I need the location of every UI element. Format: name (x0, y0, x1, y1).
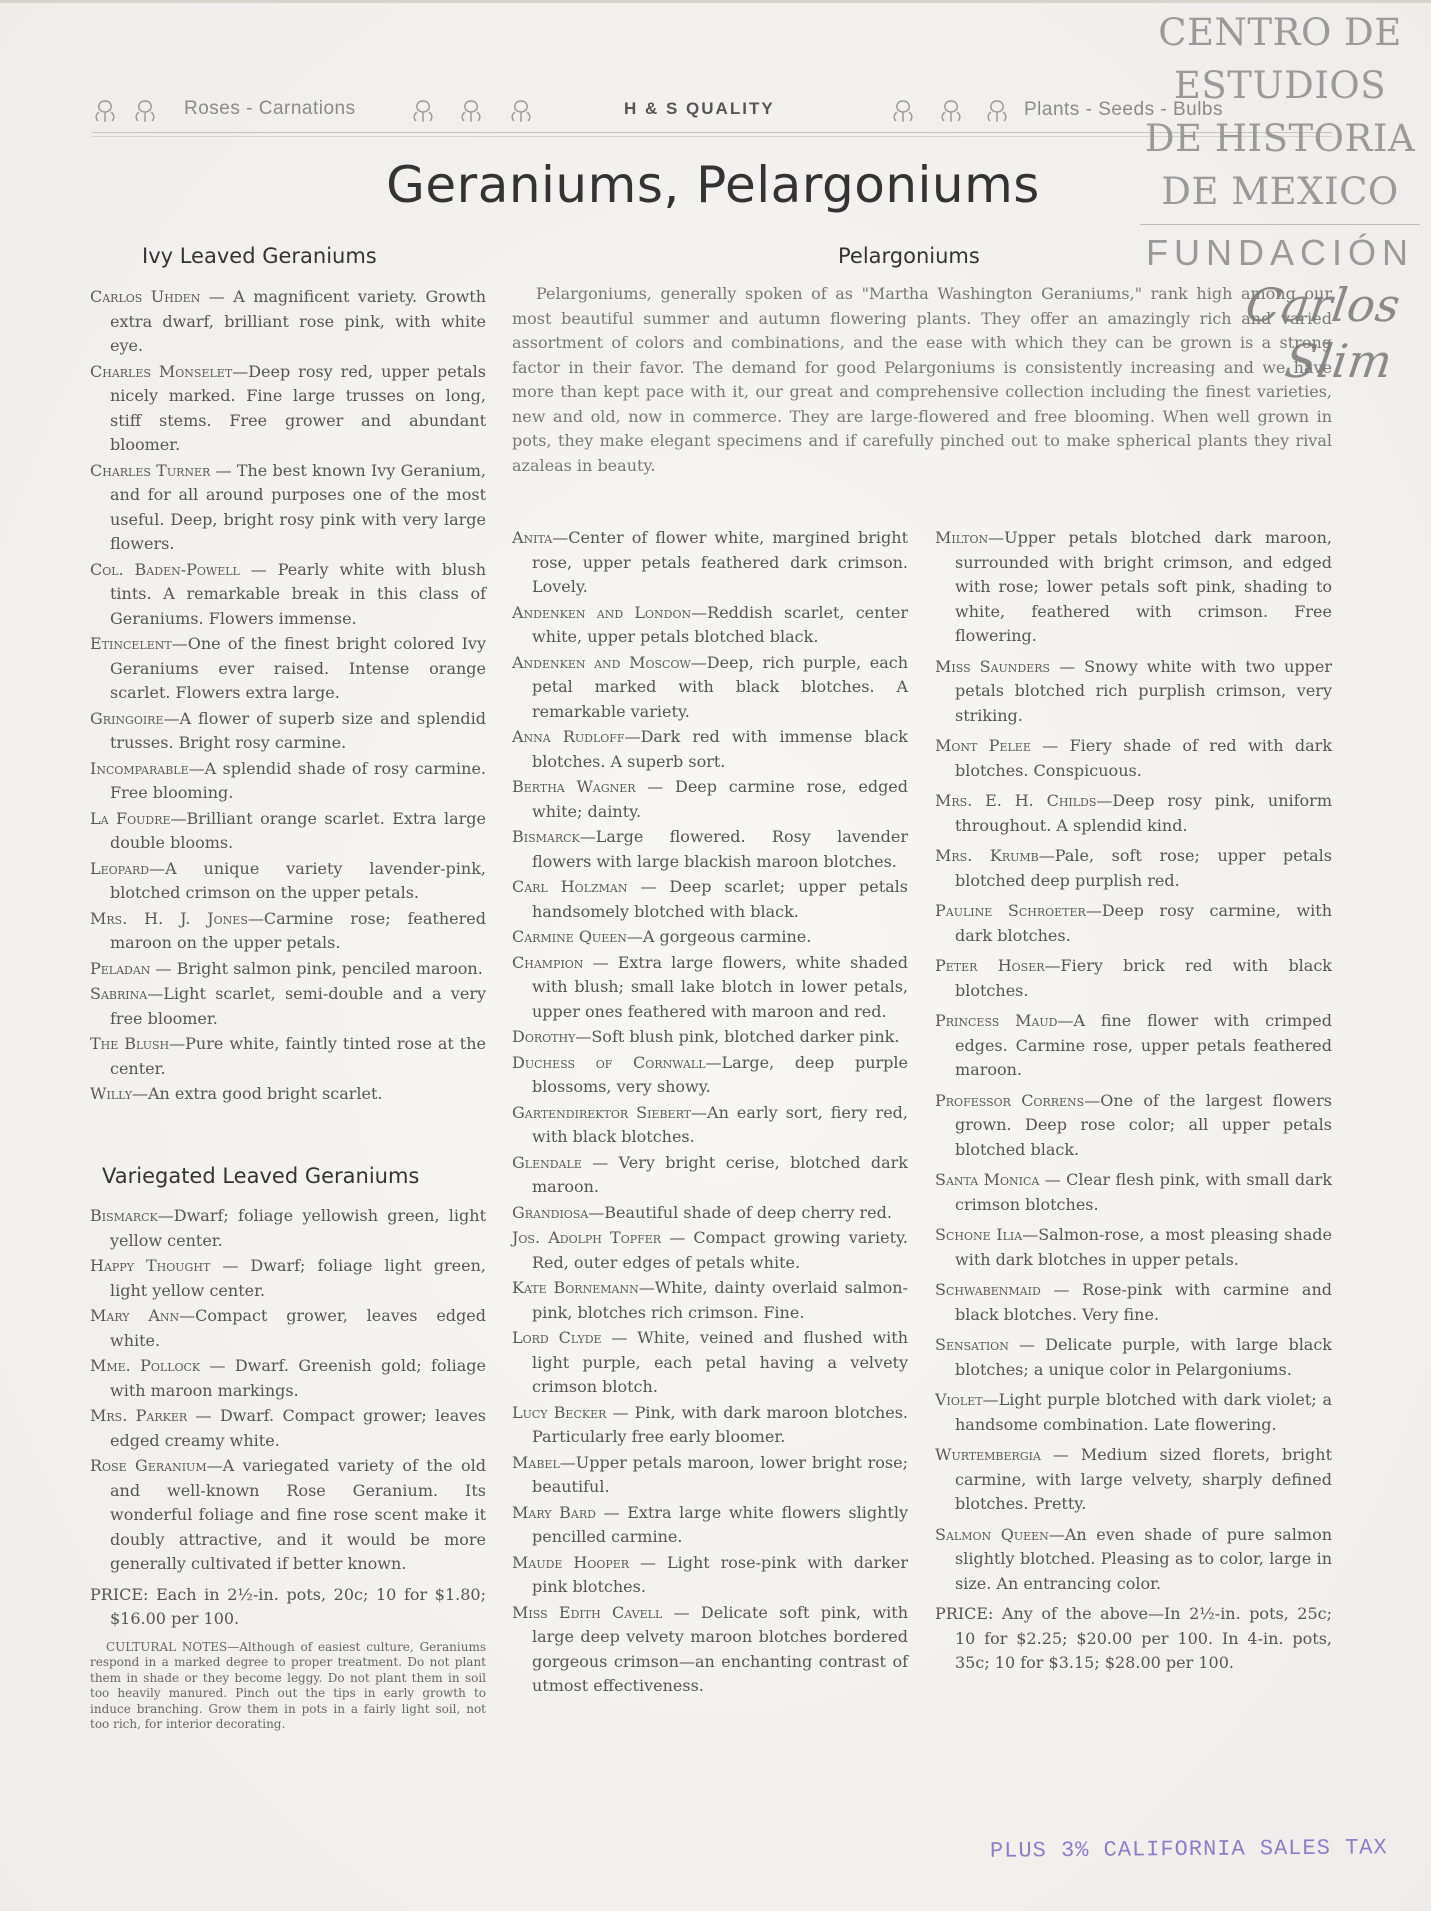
variety-separator: — (1050, 656, 1085, 676)
variety-name: Incomparable (90, 758, 189, 778)
variety-description: An even shade of pure salmon slightly blotched. Pleasing as to color, large in size. An entrancing color. (955, 1524, 1332, 1593)
variety-description: Large flowered. Rosy lavender flowers with large blackish maroon blotches. (532, 827, 908, 871)
pelargonium-list-b (935, 526, 1332, 1596)
variety-entry (512, 651, 908, 725)
variety-entry (512, 1551, 908, 1600)
variety-entry (90, 1204, 486, 1253)
variety-description: White, veined and flushed with light purple, each petal having a velvety crimson blotch. (532, 1328, 908, 1396)
variety-description: A splendid shade of rosy carmine. Free blooming. (110, 758, 486, 802)
variety-separator: — (595, 1502, 628, 1522)
variety-description: Carmine rose; feathered maroon on the upper petals. (110, 908, 486, 952)
pelargonium-price: PRICE: Any of the above—In 2½-in. pots, 25c; 10 for $2.25; $20.00 per 100. In 4-in. pots, 35c; 10 for $3.15; $28.00 per 100. (935, 1604, 1332, 1672)
variety-description: Extra large flowers, white shaded with blush; small lake blotch in lower petals, upper ones feathered with maroon and red. (532, 952, 908, 1021)
variety-entry (512, 1276, 908, 1325)
variety-name: Mrs. Parker (90, 1406, 188, 1425)
variety-name: Charles Turner (90, 460, 211, 480)
variety-name: Violet (935, 1390, 983, 1409)
variety-description: Upper petals maroon, lower bright rose; beautiful. (532, 1452, 908, 1496)
variety-separator: — (705, 1052, 722, 1072)
variety-name: Mrs. E. H. Childs (935, 791, 1097, 810)
variety-entry (90, 807, 486, 856)
variety-description: Upper petals blotched dark maroon, surrounded with bright crimson, and edged with rose; lower petals soft pink, shading to white, feathered with crimson. Free flowering. (955, 528, 1332, 645)
variety-description: A variegated variety of the old and well-known Rose Geranium. Its wonderful foliage and fine rose scent make it doubly attractive, and it would be more generally cultivated if better known. (110, 1456, 486, 1573)
variety-entry (935, 1009, 1332, 1083)
variety-separator: — (171, 634, 188, 653)
variety-separator: — (1039, 1170, 1067, 1189)
variety-name: Sensation (935, 1335, 1009, 1354)
variety-entry (90, 1354, 486, 1403)
pelargoniums-intro: Pelargoniums, generally spoken of as "Martha Washington Geraniums," rank high among our most beautiful summer and autumn flowering plants. They offer an amazingly rich and varied assortment of colors and combinations, and the ease with which they can be grown is a strong factor in their favor. The demand for good Pelargoniums is consistently increasing and we have more than kept pace with it, our great and comprehensive collection including the finest varieties, new and old, now in commerce. They are large-flowered and free blooming. When well grown in pots, they make elegant specimens and if carefully pinched out to make spherical plants they rival azaleas in beauty. (512, 284, 1332, 475)
variety-description: A flower of superb size and splendid trusses. Bright rosy carmine. (110, 708, 486, 752)
variety-separator: — (690, 652, 707, 672)
variety-entry (512, 1226, 908, 1275)
variety-separator: — (1085, 901, 1102, 920)
pelargoniums-heading: Pelargoniums (838, 244, 980, 268)
variety-name: Mary Bard (512, 1502, 596, 1522)
variety-separator: — (1040, 1280, 1083, 1299)
pelargonium-column-a (512, 526, 908, 1700)
variety-separator: — (1048, 1524, 1065, 1544)
variety-separator: — (131, 1084, 148, 1103)
variety-name: Maude Hooper (512, 1552, 630, 1572)
variety-name: Bismarck (512, 827, 580, 846)
variety-entry (935, 526, 1332, 649)
variety-separator: — (601, 1328, 638, 1347)
variety-separator: — (982, 1390, 999, 1409)
header-left-text: Roses - Carnations (184, 98, 356, 119)
variety-description: Dwarf. Greenish gold; foliage with maroon markings. (110, 1356, 486, 1400)
variety-separator: — (552, 528, 569, 547)
variegated-heading: Variegated Leaved Geraniums (102, 1164, 420, 1188)
stamp-rule (1140, 224, 1420, 225)
ivy-list (90, 285, 486, 1107)
variety-name: Peter Hoser (935, 956, 1045, 975)
variety-description: Salmon-rose, a most pleasing shade with dark blotches in upper petals. (955, 1225, 1332, 1269)
variety-separator: — (1096, 791, 1113, 810)
variety-separator: — (638, 1278, 655, 1297)
variety-entry (935, 1523, 1332, 1597)
variety-description: Delicate purple, with large black blotches; a unique color in Pelargoniums. (955, 1335, 1333, 1379)
variety-entry (90, 360, 486, 458)
variety-name: Grandiosa (512, 1202, 589, 1222)
variety-description: Large, deep purple blossoms, very showy. (532, 1052, 908, 1096)
variety-name: Mrs. H. J. Jones (90, 908, 248, 928)
variety-entry (935, 1388, 1332, 1437)
variety-description: Very bright cerise, blotched dark maroon. (532, 1152, 908, 1196)
variety-name: Mme. Pollock (90, 1356, 201, 1375)
variety-name: Pauline Schroeter (935, 901, 1086, 920)
variety-description: Clear flesh pink, with small dark crimson blotches. (955, 1170, 1333, 1214)
variety-name: Gringoire (90, 708, 164, 728)
variety-description: Soft blush pink, blotched darker pink. (591, 1027, 900, 1046)
stamp-line: CENTRO DE (1158, 11, 1402, 54)
variety-separator: — (169, 1034, 186, 1053)
variety-entry (935, 1089, 1332, 1163)
variety-entry (935, 655, 1332, 729)
variety-separator: — (150, 958, 177, 978)
variety-separator: — (662, 1602, 701, 1622)
variety-name: Dorothy (512, 1027, 576, 1046)
variety-name: Bismarck (90, 1206, 158, 1225)
variety-entry (935, 1443, 1332, 1517)
variety-entry (512, 1201, 908, 1226)
variety-description: Pale, soft rose; upper petals blotched deep purplish red. (955, 846, 1333, 890)
variety-separator: — (1084, 1090, 1101, 1110)
variety-name: Santa Monica (935, 1170, 1040, 1189)
variety-name: Kate Bornemann (512, 1278, 639, 1297)
variety-entry (935, 734, 1332, 783)
variety-separator: — (691, 602, 708, 622)
variety-description: Deep rosy red, upper petals nicely marked. Fine large trusses on long, stiff stems. Free grower and abundant bloomer. (110, 361, 487, 454)
variety-description: Compact growing variety. Red, outer edges of petals white. (532, 1228, 909, 1272)
variety-description: Pink, with dark maroon blotches. Particularly free early bloomer. (532, 1402, 908, 1446)
variety-description: Deep carmine rose, edged white; dainty. (532, 777, 909, 821)
variety-entry (90, 285, 486, 359)
variety-separator: — (187, 1406, 220, 1425)
variety-description: A fine flower with crimped edges. Carmine rose, upper petals feathered maroon. (955, 1011, 1332, 1079)
variety-entry (512, 875, 908, 924)
variety-name: Peladan (90, 958, 151, 978)
variety-separator: — (247, 908, 264, 928)
variety-entry (935, 789, 1332, 838)
variety-name: Charles Monselet (90, 361, 233, 381)
variegated-list (90, 1204, 486, 1577)
variety-entry (512, 1051, 908, 1100)
variety-name: Mary Ann (90, 1306, 180, 1325)
pelargonium-list-a (512, 526, 908, 1699)
variety-separator: — (606, 1402, 635, 1422)
variety-name: Wurtembergia (935, 1445, 1041, 1464)
variety-name: Glendale (512, 1152, 582, 1172)
variety-description: Delicate soft pink, with large deep velvety maroon blotches bordered gorgeous crimson—an enchanting contrast of utmost effectiveness. (532, 1602, 909, 1695)
variety-separator: — (206, 1456, 223, 1475)
variety-separator: — (1030, 736, 1070, 755)
variety-entry (90, 1254, 486, 1303)
rose-ornament-icon (938, 98, 964, 124)
variety-name: Andenken and Moscow (512, 652, 691, 672)
variety-name: Mrs. Krumb (935, 846, 1039, 865)
variety-description: Medium sized florets, bright carmine, with large velvety, sharply defined blotches. Pretty. (955, 1445, 1332, 1513)
variety-description: Deep rosy carmine, with dark blotches. (955, 901, 1332, 945)
variety-separator: — (1057, 1011, 1074, 1030)
variety-separator: — (1022, 1225, 1039, 1244)
variety-description: Light purple blotched with dark violet; a handsome combination. Late flowering. (955, 1390, 1332, 1434)
variety-entry (935, 1223, 1332, 1272)
variety-description: Dwarf; foliage yellowish green, light yellow center. (110, 1206, 486, 1250)
variegated-price: PRICE: Each in 2½-in. pots, 20c; 10 for $1.80; $16.00 per 100. (90, 1584, 486, 1628)
variety-name: Bertha Wagner (512, 777, 636, 796)
variety-description: Dwarf. Compact grower; leaves edged creamy white. (110, 1406, 486, 1450)
variety-entry (90, 982, 486, 1031)
variety-description: Brilliant orange scarlet. Extra large double blooms. (110, 808, 486, 852)
variety-entry (90, 1082, 486, 1107)
variety-name: Lord Clyde (512, 1328, 602, 1347)
variety-name: Milton (935, 528, 989, 547)
variety-entry (512, 1101, 908, 1150)
variety-separator: — (200, 287, 234, 306)
variety-separator: — (200, 1356, 235, 1375)
stamp-signature: Carlos Slim (1242, 278, 1404, 388)
stamp-line: DE HISTORIA (1144, 117, 1416, 160)
variety-entry (935, 844, 1332, 893)
variety-description: Compact grower, leaves edged white. (110, 1306, 486, 1350)
variety-separator: — (661, 1228, 694, 1247)
rose-ornament-icon (890, 98, 916, 124)
variety-entry (935, 1168, 1332, 1217)
variety-description: Reddish scarlet, center white, upper petals blotched black. (532, 602, 908, 646)
variety-entry (90, 558, 486, 632)
variety-name: Carl Holzman (512, 877, 628, 896)
variety-entry (90, 632, 486, 706)
variety-name: Schwabenmaid (935, 1280, 1041, 1299)
variety-separator: — (627, 877, 670, 896)
sales-tax-stamp: PLUS 3% CALIFORNIA SALES TAX (989, 1835, 1388, 1864)
variety-separator: — (1038, 846, 1055, 865)
cultural-notes: CULTURAL NOTES—Although of easiest culture, Geraniums respond in a marked degree to proper treatment. Do not plant them in shade or they become leggy. Do not plant them in soil too heavily manured. Pinch out the tips in early growth to induce branching. Grow them in pots in a fairly light soil, not too rich, for interior decorating. (90, 1639, 486, 1731)
variety-description: Beautiful shade of deep cherry red. (604, 1202, 892, 1222)
variety-description: A gorgeous carmine. (642, 927, 812, 946)
variety-description: Dark red with immense black blotches. A superb sort. (532, 727, 908, 771)
variety-entry (512, 1326, 908, 1400)
variety-separator: — (232, 361, 249, 381)
variety-entry (512, 1025, 908, 1050)
variety-name: Sabrina (90, 984, 148, 1003)
variety-name: Salmon Queen (935, 1524, 1049, 1544)
variety-description: Fiery shade of red with dark blotches. Conspicuous. (955, 736, 1333, 780)
variety-description: Pure white, faintly tinted rose at the center. (110, 1034, 486, 1078)
variety-separator: — (163, 708, 180, 728)
variety-name: Rose Geranium (90, 1456, 207, 1475)
variety-description: Center of flower white, margined bright rose, upper petals feathered dark crimson. Lovely. (532, 528, 908, 596)
variety-separator: — (579, 827, 596, 846)
variety-description: Snowy white with two upper petals blotched rich purplish crimson, very striking. (955, 656, 1332, 725)
variety-name: Mabel (512, 1452, 560, 1472)
variety-description: One of the largest flowers grown. Deep rose color; all upper petals blotched black. (955, 1090, 1332, 1159)
variety-name: Schone Ilia (935, 1225, 1023, 1244)
variety-entry (512, 925, 908, 950)
variety-separator: — (629, 1552, 667, 1572)
variety-separator: — (179, 1306, 196, 1325)
variety-entry (90, 707, 486, 756)
variety-name: Anita (512, 528, 553, 547)
variety-entry (512, 601, 908, 650)
variety-entry (935, 1333, 1332, 1382)
variety-name: Professor Correns (935, 1090, 1085, 1110)
variety-description: Deep, rich purple, each petal marked with black blotches. A remarkable variety. (532, 652, 909, 721)
variety-entry (512, 725, 908, 774)
rose-ornament-icon (508, 98, 534, 124)
rose-ornament-icon (410, 98, 436, 124)
variety-separator: — (210, 1256, 251, 1275)
variety-separator: — (691, 1102, 708, 1122)
stamp-line: ESTUDIOS (1173, 64, 1387, 107)
variety-description: A magnificent variety. Growth extra dwarf, brilliant rose pink, with white eye. (110, 287, 487, 355)
variety-entry (512, 825, 908, 874)
variety-name: Willy (90, 1084, 132, 1103)
header-brand: H & S QUALITY (624, 99, 775, 118)
rose-ornament-icon (984, 98, 1010, 124)
rose-ornament-icon (458, 98, 484, 124)
variety-name: Jos. Adolph Topfer (512, 1228, 662, 1247)
stamp-fund: FUNDACIÓN (1146, 232, 1414, 273)
variety-name: Princess Maud (935, 1011, 1058, 1030)
variety-description: Deep scarlet; upper petals handsomely blotched with black. (532, 877, 908, 921)
variety-separator: — (583, 952, 618, 972)
pelargonium-column-b (935, 526, 1332, 1676)
variety-separator: — (188, 758, 205, 778)
variety-entry (90, 459, 486, 557)
variety-separator: — (1044, 956, 1061, 975)
variety-description: A unique variety lavender-pink, blotched crimson on the upper petals. (110, 858, 486, 902)
variety-separator: — (626, 927, 643, 946)
variety-separator: — (239, 559, 278, 579)
variety-name: Miss Saunders (935, 656, 1051, 676)
rose-ornament-icon (92, 98, 118, 124)
variety-description: One of the finest bright colored Ivy Geraniums ever raised. Intense orange scarlet. Flowers extra large. (110, 634, 486, 702)
variety-separator: — (157, 1206, 174, 1225)
variety-separator: — (147, 984, 164, 1003)
variety-entry (512, 951, 908, 1025)
variety-name: Lucy Becker (512, 1402, 607, 1422)
variety-description: Rose-pink with carmine and black blotches. Very fine. (955, 1280, 1332, 1324)
variety-description: Pearly white with blush tints. A remarkable break in this class of Geraniums. Flowers immense. (110, 559, 487, 628)
variety-description: Fiery brick red with black blotches. (955, 956, 1332, 1000)
variety-entry (90, 1304, 486, 1353)
variety-description: An extra good bright scarlet. (147, 1084, 383, 1103)
variety-entry (90, 857, 486, 906)
variety-description: The best known Ivy Geranium, and for all around purposes one of the most useful. Deep, bright rosy pink with very large flowers. (110, 460, 487, 553)
variety-description: Deep rosy pink, uniform throughout. A splendid kind. (955, 791, 1332, 835)
variety-name: The Blush (90, 1034, 170, 1053)
variety-name: Mont Pelee (935, 736, 1031, 755)
variety-name: Carmine Queen (512, 927, 627, 946)
variety-name: La Foudre (90, 808, 171, 828)
header-right-text: Plants - Seeds - Bulbs (1024, 99, 1223, 120)
variety-entry (512, 1601, 908, 1699)
variety-name: Champion (512, 952, 584, 972)
variety-name: Leopard (90, 858, 150, 878)
variety-name: Andenken and London (512, 602, 692, 622)
variety-entry (90, 1404, 486, 1453)
variety-separator: — (1008, 1335, 1046, 1354)
variety-separator: — (1040, 1445, 1081, 1464)
variety-entry (512, 1151, 908, 1200)
variety-entry (90, 1454, 486, 1577)
variety-name: Miss Edith Cavell (512, 1602, 663, 1622)
variety-separator: — (624, 727, 641, 746)
variety-entry (90, 757, 486, 806)
variety-entry (512, 1501, 908, 1550)
variety-description: Dwarf; foliage light green, light yellow center. (110, 1256, 487, 1300)
variety-separator: — (588, 1202, 605, 1222)
page-title: Geraniums, Pelargoniums (386, 156, 1040, 214)
variety-entry (512, 526, 908, 600)
variety-separator: — (149, 858, 166, 878)
variety-separator: — (575, 1027, 592, 1046)
variety-entry (935, 899, 1332, 948)
stamp-line: DE MEXICO (1161, 170, 1399, 213)
variety-description: Bright salmon pink, penciled maroon. (176, 958, 483, 978)
variety-name: Col. Baden-Powell (90, 559, 240, 579)
ivy-column (90, 241, 486, 1108)
variety-description: Extra large white flowers slightly pencilled carmine. (532, 1502, 909, 1546)
variety-separator: — (988, 528, 1005, 547)
variety-name: Carlos Uhden (90, 287, 201, 306)
variety-entry (512, 775, 908, 824)
ivy-heading: Ivy Leaved Geraniums (142, 244, 377, 268)
variety-description: White, dainty overlaid salmon-pink, blotches rich crimson. Fine. (532, 1278, 909, 1322)
variety-entry (512, 1451, 908, 1500)
variety-entry (935, 954, 1332, 1003)
variety-name: Anna Rudloff (512, 727, 625, 746)
variegated-column (90, 1204, 486, 1733)
variety-separator: — (635, 777, 675, 796)
variety-description: An early sort, fiery red, with black blotches. (532, 1102, 909, 1146)
variety-separator: — (210, 460, 237, 480)
variety-description: Light scarlet, semi-double and a very free bloomer. (110, 984, 486, 1028)
variety-separator: — (170, 808, 187, 828)
variety-entry (90, 1032, 486, 1081)
variety-name: Gartendirektor Siebert (512, 1102, 692, 1122)
variety-entry (512, 1401, 908, 1450)
variety-entry (90, 907, 486, 956)
variety-description: Light rose-pink with darker pink blotches. (532, 1552, 909, 1596)
variety-separator: — (581, 1152, 619, 1172)
variety-separator: — (559, 1452, 576, 1472)
variety-name: Etincelent (90, 634, 172, 653)
variety-name: Duchess of Cornwall (512, 1052, 706, 1072)
variety-name: Happy Thought (90, 1256, 211, 1275)
rose-ornament-icon (132, 98, 158, 124)
variety-entry (90, 957, 486, 982)
variety-entry (935, 1278, 1332, 1327)
